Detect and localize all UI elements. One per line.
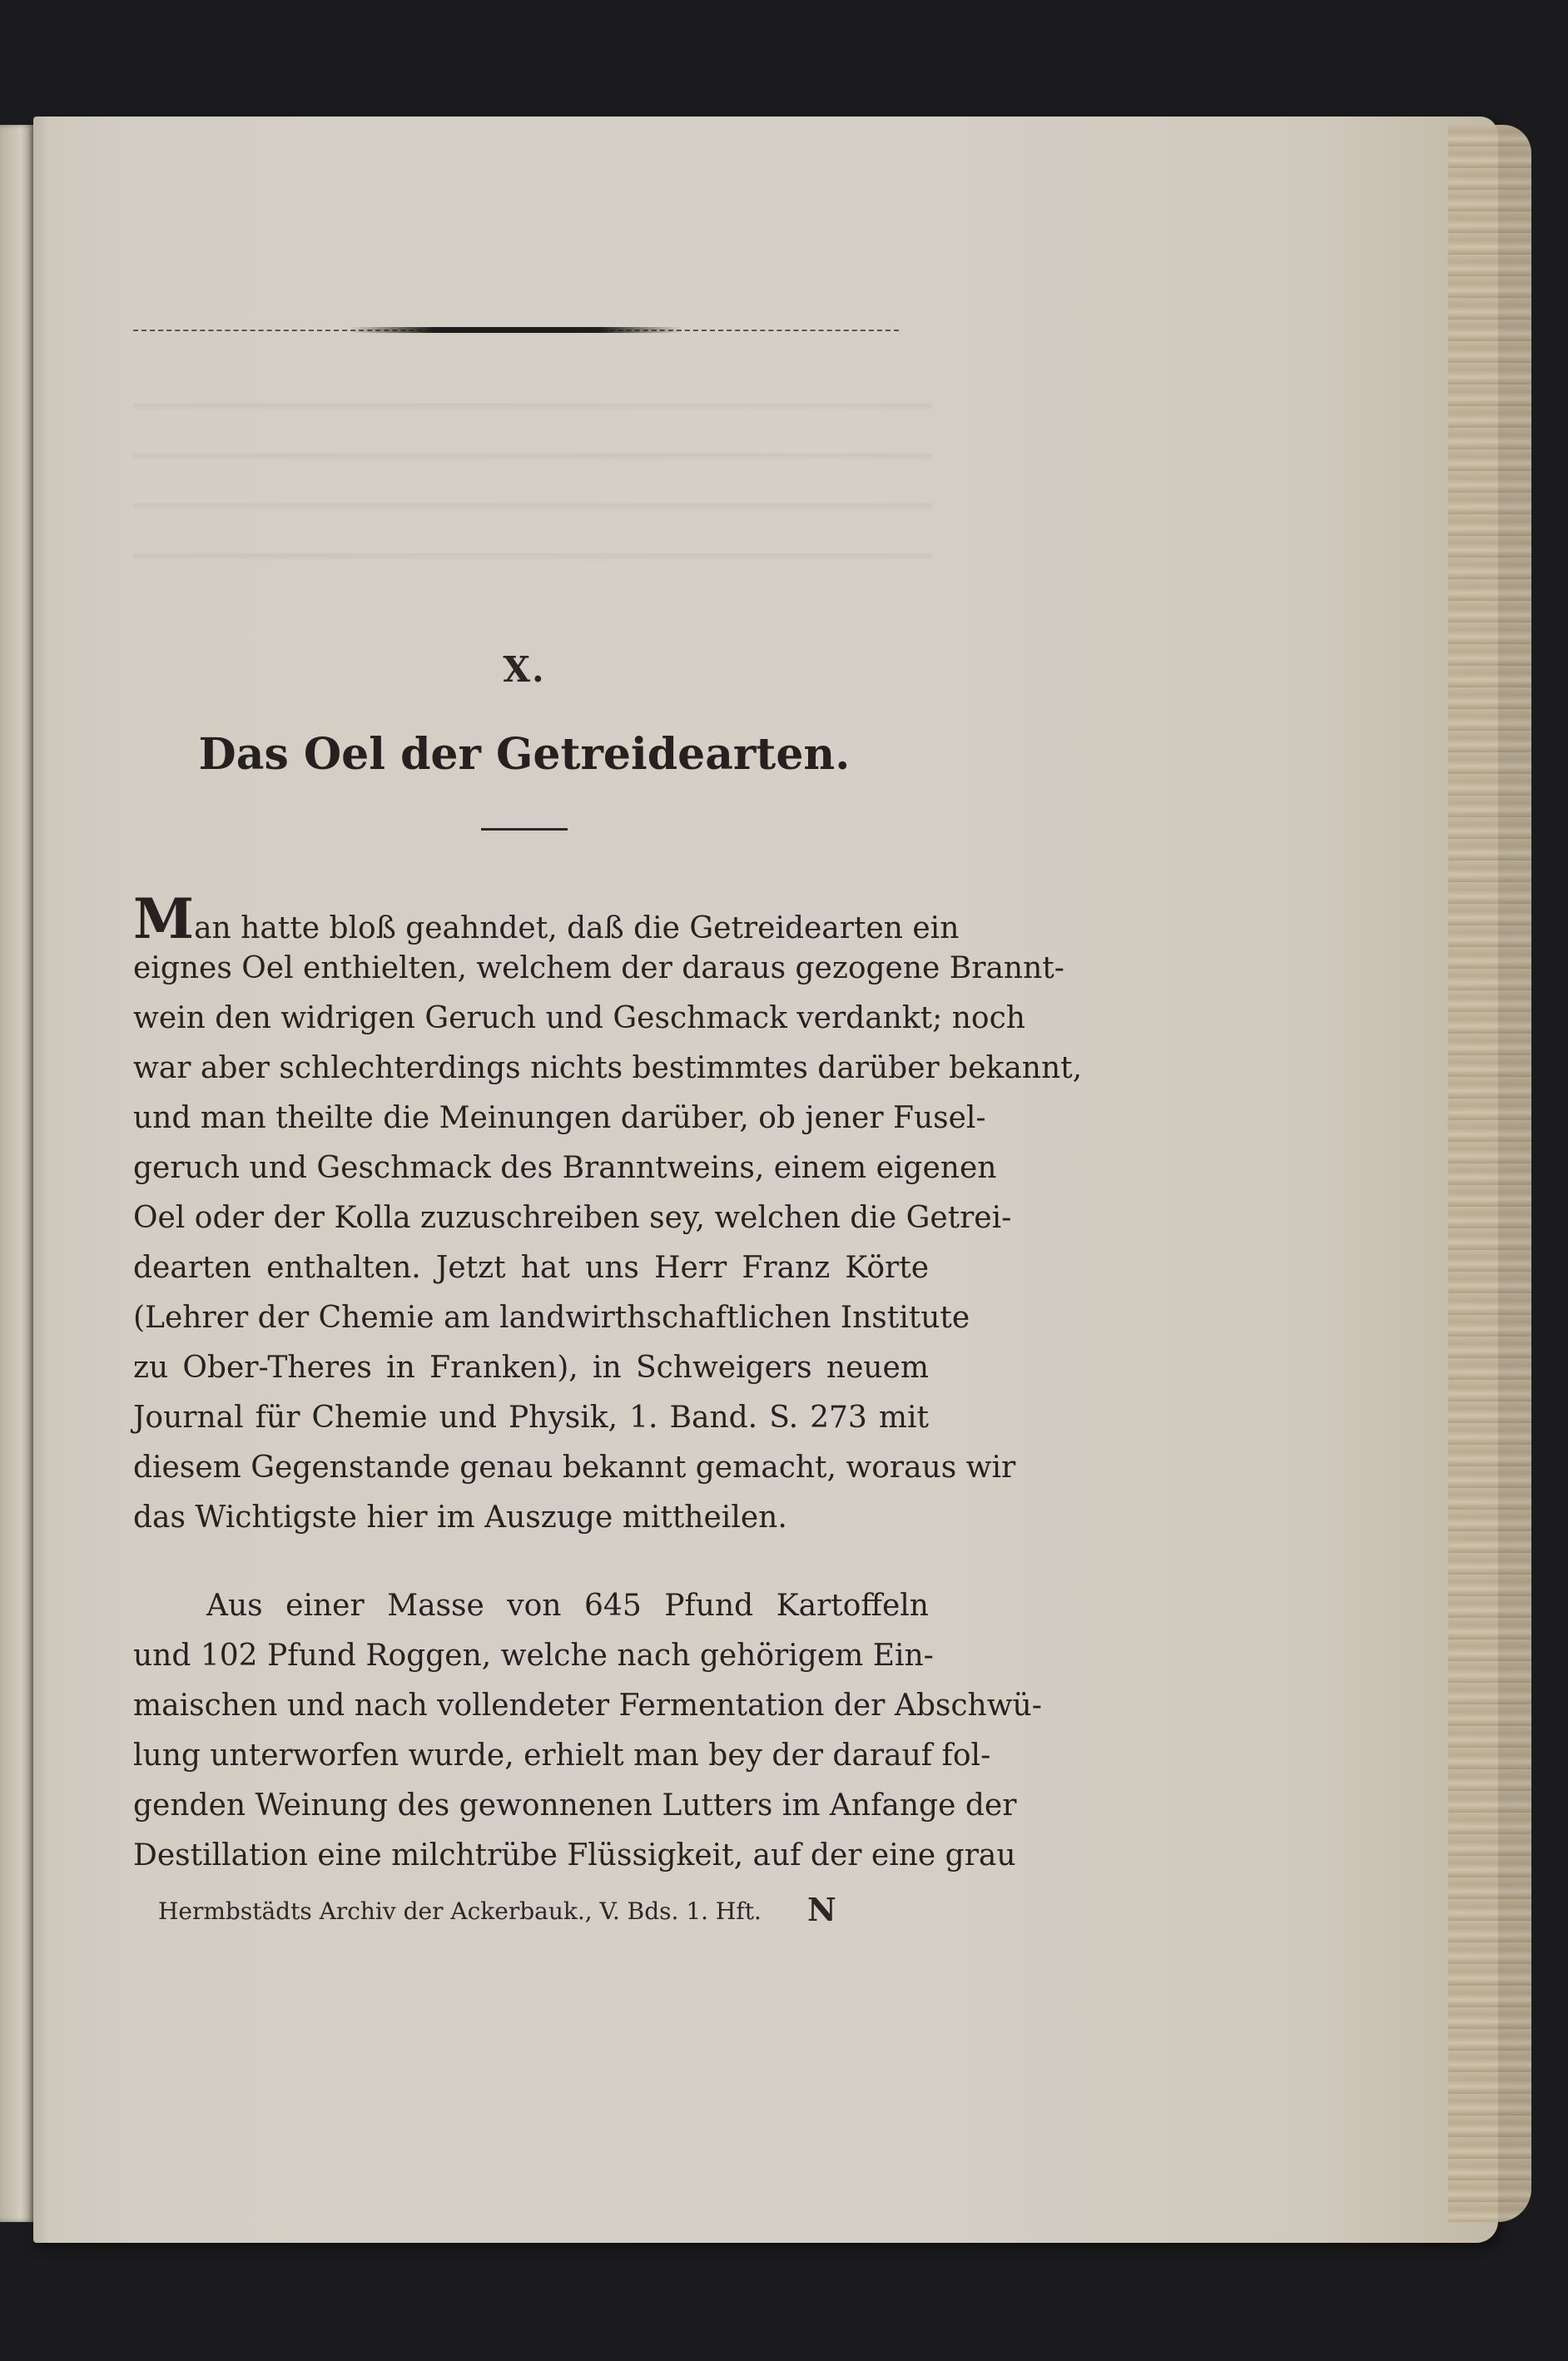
signature-mark: N xyxy=(807,1891,836,1928)
chapter-title: Das Oel der Getreidearten. xyxy=(198,729,851,780)
text-line: geruch und Geschmack des Branntweins, einem eigenen xyxy=(133,1151,997,1185)
text-line: war aber schlechterdings nichts bestimmtes darüber bekannt, xyxy=(133,1051,1083,1085)
worn-page-edge xyxy=(1448,125,1531,2222)
text-line: (Lehrer der Chemie am landwirthschaftlichen Institute xyxy=(133,1301,970,1335)
paragraph-gap xyxy=(133,1543,929,1581)
text-line: Journal für Chemie und Physik, 1. Band. S. 273 mit xyxy=(133,1401,929,1435)
page-footer xyxy=(158,1891,891,1928)
text-line: eignes Oel enthielten, welchem der daraus gezogene Brannt- xyxy=(133,951,1064,985)
text-line: Aus einer Masse von 645 Pfund Kartoffeln xyxy=(206,1589,929,1623)
drop-cap: M xyxy=(133,886,195,951)
text-line: das Wichtigste hier im Auszuge mittheilen. xyxy=(133,1500,787,1535)
left-page-edge xyxy=(0,125,35,2222)
text-line: und 102 Pfund Roggen, welche nach gehörigem Ein- xyxy=(133,1639,934,1673)
text-line: lung unterworfen wurde, erhielt man bey der darauf fol- xyxy=(133,1739,991,1773)
text-line: genden Weinung des gewonnenen Lutters im Anfange der xyxy=(133,1788,1017,1823)
header-rule-thick xyxy=(350,327,682,333)
text-line: diesem Gegenstande genau bekannt gemacht, woraus wir xyxy=(133,1451,1016,1485)
chapter-number: X. xyxy=(503,649,546,690)
signature-line: Hermbstädts Archiv der Ackerbauk., V. Bds. 1. Hft. xyxy=(158,1897,762,1925)
text-line: Man hatte bloß geahndet, daß die Getreidearten ein xyxy=(133,886,960,951)
body-text xyxy=(133,886,1083,1881)
title-separator xyxy=(481,828,568,831)
text-line: dearten enthalten. Jetzt hat uns Herr Franz Körte xyxy=(133,1251,929,1285)
bleed-through-text xyxy=(133,374,932,583)
text-line: maischen und nach vollendeter Fermentation der Abschwü- xyxy=(133,1689,1042,1723)
text-line: Destillation eine milchtrübe Flüssigkeit, auf der eine grau xyxy=(133,1838,1016,1872)
text-line: und man theilte die Meinungen darüber, ob jener Fusel- xyxy=(133,1101,986,1135)
text-line: Oel oder der Kolla zuzuschreiben sey, welchen die Getrei- xyxy=(133,1201,1012,1235)
text-line: zu Ober-Theres in Franken), in Schweigers neuem xyxy=(133,1351,929,1385)
text-line: wein den widrigen Geruch und Geschmack verdankt; noch xyxy=(133,1001,1025,1035)
